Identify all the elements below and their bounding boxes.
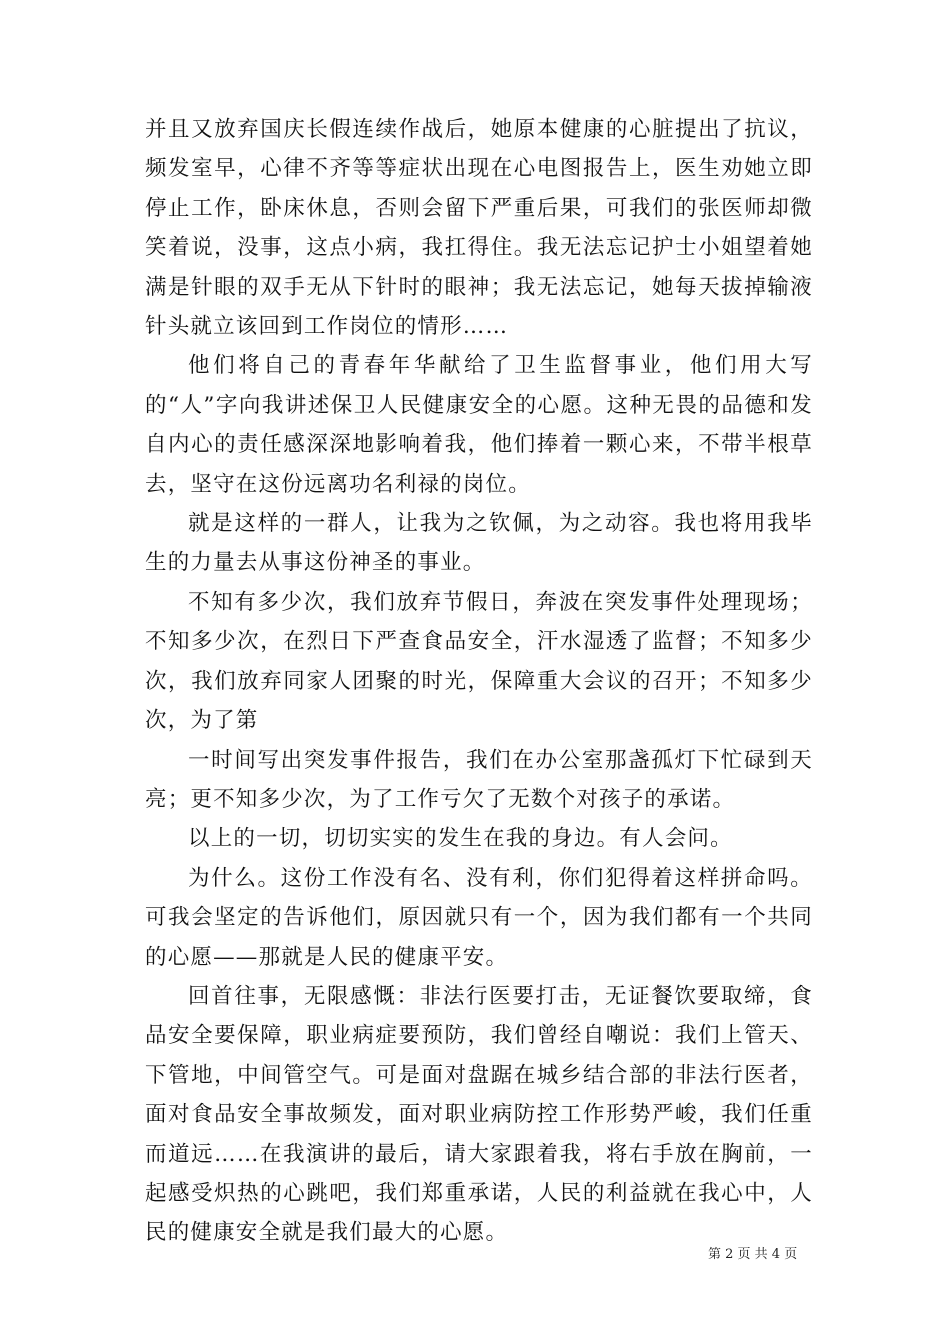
- paragraph-3: 就是这样的一群人，让我为之钦佩，为之动容。我也将用我毕生的力量去从事这份神圣的事业。: [145, 511, 813, 576]
- paragraph-8: 回首往事，无限感慨：非法行医要打击，无证餐饮要取缔，食品安全要保障，职业病症要预防，我们曾经自嘲说：我们上管天、下管地，中间管空气。可是面对盘踞在城乡结合部的非法行医者，面对食品安全事故频发，面对职业病防控工作形势严峻，我们任重而道远……在我演讲的最后，请大家跟着我，将右手放在胸前，一起感受炽热的心跳吧，我们郑重承诺，人民的利益就在我心中，人民的健康安全就是我们最大的心愿。: [145, 983, 813, 1246]
- page-number: 第 2 页 共 4 页: [708, 1247, 798, 1262]
- paragraph-7: 为什么。这份工作没有名、没有利，你们犯得着这样拼命吗。可我会坚定的告诉他们，原因就只有一个，因为我们都有一个共同的心愿——那就是人民的健康平安。: [145, 865, 813, 970]
- paragraph-5: 一时间写出突发事件报告，我们在办公室那盏孤灯下忙碌到天亮；更不知多少次，为了工作亏欠了无数个对孩子的承诺。: [145, 747, 813, 812]
- paragraph-2: 他们将自己的青春年华献给了卫生监督事业，他们用大写的“人”字向我讲述保卫人民健康安全的心愿。这种无畏的品德和发自内心的责任感深深地影响着我，他们捧着一颗心来，不带半根草去，坚守在这份远离功名利禄的岗位。: [145, 353, 813, 497]
- paragraph-1: 并且又放弃国庆长假连续作战后，她原本健康的心脏提出了抗议，频发室早，心律不齐等等症状出现在心电图报告上，医生劝她立即停止工作，卧床休息，否则会留下严重后果，可我们的张医师却微笑着说，没事，这点小病，我扛得住。我无法忘记护士小姐望着她满是针眼的双手无从下针时的眼神；我无法忘记，她每天拔掉输液针头就立该回到工作岗位的情形……: [145, 117, 813, 340]
- paragraph-6: 以上的一切，切切实实的发生在我的身边。有人会问。: [188, 826, 733, 852]
- document-body: [145, 110, 813, 1253]
- paragraph-4: 不知有多少次，我们放弃节假日，奔波在突发事件处理现场；不知多少次，在烈日下严查食品安全，汗水湿透了监督；不知多少次，我们放弃同家人团聚的时光，保障重大会议的召开；不知多少次，为了第: [145, 589, 813, 734]
